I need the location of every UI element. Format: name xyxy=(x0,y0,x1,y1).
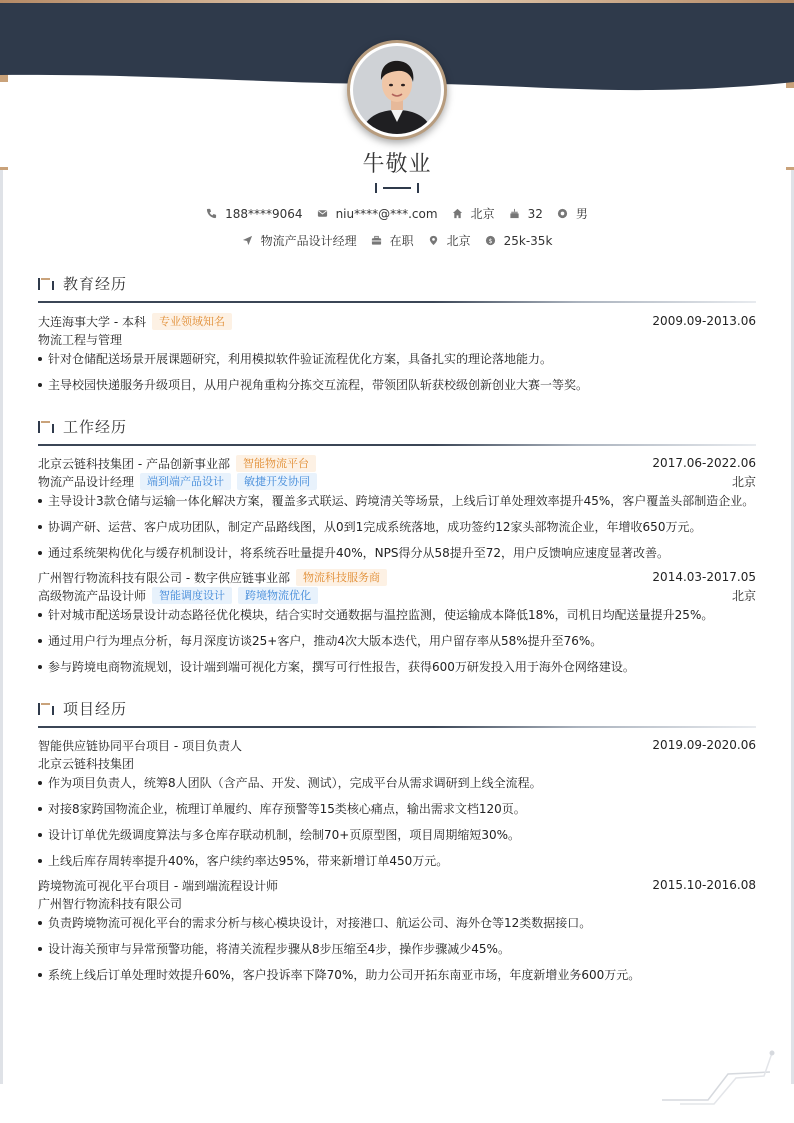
list-item: 协调产研、运营、客户成功团队，制定产品路线图，从0到1完成系统落地，成功签约12家头部物流企业，年增收650万元。 xyxy=(38,518,756,536)
work-2-title-row xyxy=(38,586,756,604)
send-icon xyxy=(242,235,253,246)
list-item: 上线后库存周转率提升40%，客户续约率达95%，带来新增订单450万元。 xyxy=(38,852,756,870)
section-title-projects-label: 项目经历 xyxy=(63,700,128,718)
list-item: 设计海关预审与异常预警功能，将清关流程步骤从8步压缩至4步，操作步骤减少45%。 xyxy=(38,940,756,958)
left-border-line xyxy=(0,170,3,1084)
avatar-frame xyxy=(347,40,447,140)
work-2-location: 北京 xyxy=(731,588,756,603)
target-position-text: 物流产品设计经理 xyxy=(260,234,357,248)
work-1-company-tag: 智能物流平台 xyxy=(236,455,316,472)
work-1-skill-tag: 端到端产品设计 xyxy=(140,473,231,490)
target-city-item xyxy=(428,232,471,249)
school-degree: 大连海事大学 - 本科 xyxy=(38,314,146,329)
list-item: 针对城市配送场景设计动态路径优化模块，结合实时交通数据与温控监测，使运输成本降低18%，司机日均配送量提升25%。 xyxy=(38,606,756,624)
work-2-skill-tag: 智能调度设计 xyxy=(152,587,232,604)
education-header xyxy=(38,312,756,330)
section-title-work-label: 工作经历 xyxy=(63,418,128,436)
phone-item xyxy=(206,207,302,221)
education-major-row xyxy=(38,330,756,348)
section-divider xyxy=(38,726,756,728)
work-1-skill-tag: 敏捷开发协同 xyxy=(237,473,317,490)
project-1-org: 北京云链科技集团 xyxy=(38,756,135,771)
svg-text:$: $ xyxy=(488,236,493,245)
target-city-text: 北京 xyxy=(446,234,471,248)
home-icon xyxy=(452,208,463,219)
money-icon xyxy=(485,235,496,246)
section-marker-icon xyxy=(38,277,54,291)
work-2-company-tag: 物流科技服务商 xyxy=(296,569,387,586)
section-title-education-label: 教育经历 xyxy=(63,275,128,293)
school-tag: 专业领域知名 xyxy=(152,313,232,330)
gender-icon xyxy=(557,208,568,219)
work-1-company: 北京云链科技集团 - 产品创新事业部 xyxy=(38,456,230,471)
section-divider xyxy=(38,444,756,446)
work-2-title: 高级物流产品设计师 xyxy=(38,588,147,603)
work-1-period: 2017.06-2022.06 xyxy=(652,456,756,470)
name-divider-ornament xyxy=(375,182,419,194)
section-title-work xyxy=(38,416,127,437)
work-1-title-row xyxy=(38,472,756,490)
work-2-company: 广州智行物流科技有限公司 - 数字供应链事业部 xyxy=(38,570,290,585)
section-title-education xyxy=(38,273,127,294)
city-text: 北京 xyxy=(470,207,495,221)
gender-text: 男 xyxy=(575,207,588,221)
salary-item xyxy=(485,234,553,248)
education-period: 2009.09-2013.06 xyxy=(652,314,756,328)
email-item xyxy=(317,207,438,221)
job-intent-row xyxy=(0,232,794,249)
section-marker-icon xyxy=(38,420,54,434)
work-2-skill-tag: 跨境物流优化 xyxy=(238,587,318,604)
project-1-period: 2019.09-2020.06 xyxy=(652,738,756,752)
list-item: 负责跨境物流可视化平台的需求分析与核心模块设计，对接港口、航运公司、海外仓等12类数据接口。 xyxy=(38,914,756,932)
major: 物流工程与管理 xyxy=(38,332,123,347)
section-marker-icon xyxy=(38,702,54,716)
section-divider xyxy=(38,301,756,303)
location-pin-icon xyxy=(428,235,439,246)
email-text: niu****@***.com xyxy=(335,206,438,221)
corner-line-ornament xyxy=(660,1048,780,1106)
project-1-org-row xyxy=(38,754,756,772)
list-item: 主导设计3款仓储与运输一体化解决方案，覆盖多式联运、跨境清关等场景，上线后订单处理效率提升45%，客户覆盖头部制造企业。 xyxy=(38,492,756,510)
salary-text: 25k-35k xyxy=(503,233,553,248)
list-item: 作为项目负责人，统筹8人团队（含产品、开发、测试），完成平台从需求调研到上线全流程。 xyxy=(38,774,756,792)
project-2-org: 广州智行物流科技有限公司 xyxy=(38,896,183,911)
list-item: 主导校园快递服务升级项目，从用户视角重构分拣交互流程，带领团队斩获校级创新创业大赛一等奖。 xyxy=(38,376,756,394)
work-1-header xyxy=(38,454,756,472)
project-2-org-row xyxy=(38,894,756,912)
work-2-period: 2014.03-2017.05 xyxy=(652,570,756,584)
project-2-name-role: 跨境物流可视化平台项目 - 端到端流程设计师 xyxy=(38,878,278,893)
list-item: 对接8家跨国物流企业，梳理订单履约、库存预警等15类核心痛点，输出需求文档120页。 xyxy=(38,800,756,818)
work-1-location: 北京 xyxy=(731,474,756,489)
age-item xyxy=(509,207,543,221)
list-item: 针对仓储配送场景开展课题研究，利用模拟软件验证流程优化方案，具备扎实的理论落地能力。 xyxy=(38,350,756,368)
birthday-cake-icon xyxy=(509,208,520,219)
project-1-name-role: 智能供应链协同平台项目 - 项目负责人 xyxy=(38,738,242,753)
candidate-name: 牛敬业 xyxy=(362,152,432,177)
contact-info-row xyxy=(0,205,794,222)
target-position-item xyxy=(242,232,357,249)
list-item: 设计订单优先级调度算法与多仓库存联动机制，绘制70+页原型图，项目周期缩短30%。 xyxy=(38,826,756,844)
mail-icon xyxy=(317,208,328,219)
project-2-header xyxy=(38,876,756,894)
city-item xyxy=(452,205,495,222)
work-2-header xyxy=(38,568,756,586)
briefcase-icon xyxy=(371,235,382,246)
project-2-period: 2015.10-2016.08 xyxy=(652,878,756,892)
age-text: 32 xyxy=(527,206,543,221)
phone-icon xyxy=(206,208,217,219)
list-item: 通过用户行为埋点分析，每月深度访谈25+客户，推动4次大版本迭代，用户留存率从58%提升至76%。 xyxy=(38,632,756,650)
phone-text: 188****9064 xyxy=(225,206,303,221)
avatar-photo xyxy=(353,46,441,134)
list-item: 参与跨境电商物流规划，设计端到端可视化方案，撰写可行性报告，获得600万研发投入用于海外仓网络建设。 xyxy=(38,658,756,676)
status-text: 在职 xyxy=(389,234,414,248)
project-1-header xyxy=(38,736,756,754)
status-item xyxy=(371,232,414,249)
gender-item xyxy=(557,205,588,222)
list-item: 通过系统架构优化与缓存机制设计，将系统吞吐量提升40%，NPS得分从58提升至72，用户反馈响应速度显著改善。 xyxy=(38,544,756,562)
work-1-title: 物流产品设计经理 xyxy=(38,474,135,489)
section-title-projects xyxy=(38,698,127,719)
list-item: 系统上线后订单处理时效提升60%，客户投诉率下降70%，助力公司开拓东南亚市场，年度新增业务600万元。 xyxy=(38,966,756,984)
